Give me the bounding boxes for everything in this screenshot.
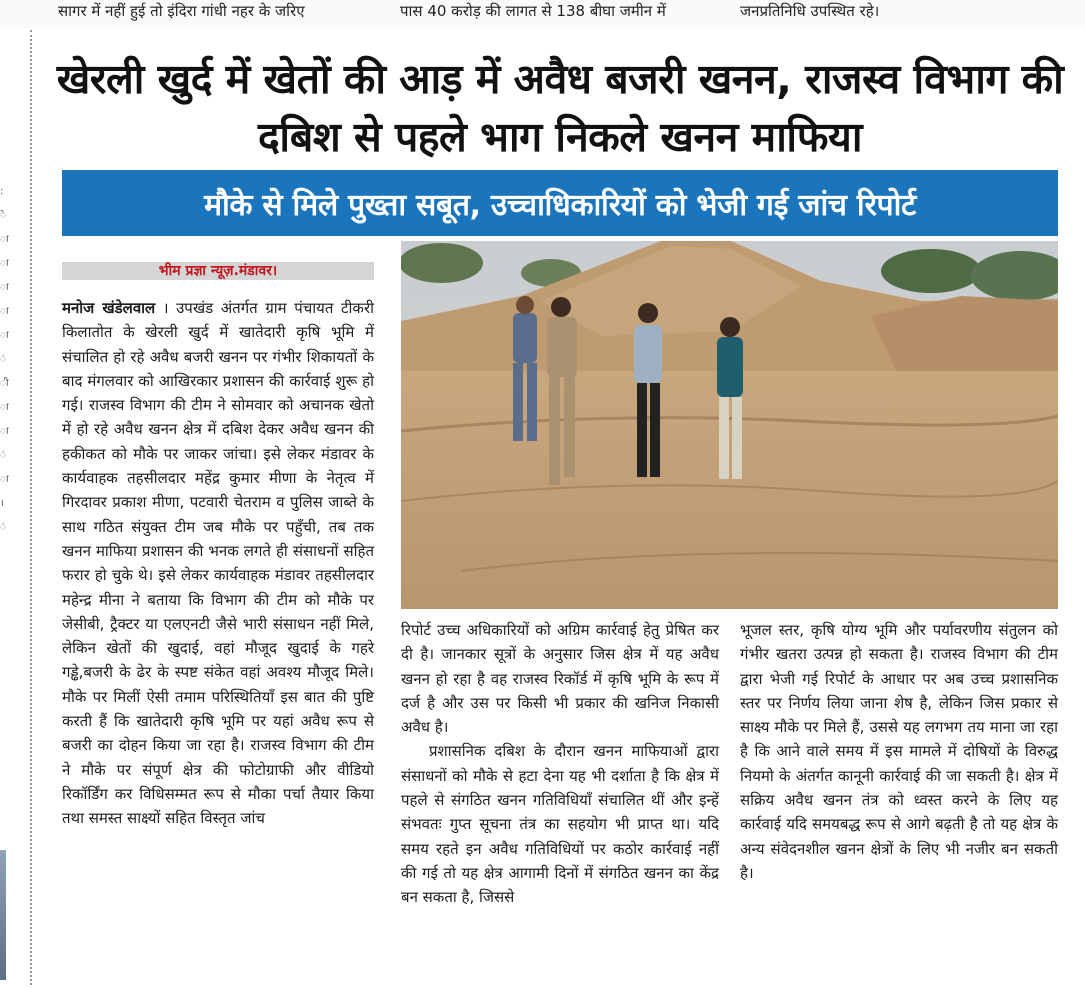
article-column-1: [62, 296, 374, 831]
byline: भीम प्रज्ञा न्यूज़.मंडावर।: [62, 262, 374, 280]
top-snippet-2: पास 40 करोड़ की लागत से 138 बीघा जमीन में: [400, 2, 666, 20]
subheadline: मौके से मिले पुख्ता सबूत, उच्चाधिकारियों को भेजी गई जांच रिपोर्ट: [204, 187, 916, 223]
column-divider: [30, 30, 32, 985]
column-3-text: भूजल स्तर, कृषि योग्य भूमि और पर्यावरणीय संतुलन को गंभीर खतरा उत्पन्न हो सकता है। राजस्व विभाग की टीम द्वारा भेजी गई रिपोर्ट के आधार पर अब उच्च प्रशासनिक स्तर पर निर्णय लिया जाना शेष है, लेकिन जिस प्रकार से साक्ष्य मौके पर मिले हैं, उससे यह लगभग तय माना जा रहा है कि आने वाले समय में इस मामले में दोषियों के विरुद्ध नियमो के अंतर्गत कानूनी कार्रवाई की जा सकती है। क्षेत्र में सक्रिय अवैध खनन तंत्र को ध्वस्त करने के लिए यह कार्रवाई यदि समयबद्ध रूप से आगे बढ़ती है तो यह क्षेत्र के अन्य संवेदनशील खनन क्षेत्रों के लिए भी नजीर बन सकती है।: [740, 621, 1058, 882]
top-snippet-1: सागर में नहीं हुई तो इंदिरा गांधी नहर के जरिए: [58, 2, 305, 20]
column-2-paragraph-2: प्रशासनिक दबिश के दौरान खनन माफियाओं द्वारा संसाधनों को मौके से हटा देना यह भी दर्शाता है कि क्षेत्र में पहले से संगठित खनन गतिविधियाँ संचालित थीं और इन्हें संभवतः गुप्त सूचना तंत्र का सहयोग भी प्राप्त था। यदि समय रहते इन अवैध गतिविधियों पर कठोर कार्रवाई नहीं की गई तो यह क्षेत्र आगामी दिनों में संगठित खनन का केंद्र बन सकता है, जिससे: [401, 742, 719, 907]
column-1-text: । उपखंड अंतर्गत ग्राम पंचायत टीकरी किलातोत के खेरली खुर्द में खातेदारी कृषि भूमि में संचालित हो रहे अवैध बजरी खनन पर गंभीर शिकायतों के बाद मंगलवार को आखिरकार प्रशासन की कार्रवाई शुरू हो गई। राजस्व विभाग की टीम ने सोमवार को अचानक खेतो में हो रहे अवैध खनन क्षेत्र में दबिश देकर अवैध खनन की हकीकत को मौके पर जाकर जांचा। इसे लेकर मंडावर के कार्यवाहक तहसीलदार महेंद्र कुमार मीणा के नेतृत्व में गिरदावर प्रकाश मीणा, पटवारी चेतराम व पुलिस जाब्ते के साथ गठित संयुक्त टीम जब मौके पर पहुँची, तब तक खनन माफिया प्रशासन की भनक लगते ही संसाधनों सहित फरार हो चुके थे। इसे लेकर कार्यवाहक मंडावर तहसीलदार महेन्द्र मीना ने बताया कि विभाग की टीम को मौके पर जेसीबी, ट्रैक्टर या एलएनटी जैसे भारी संसाधन नहीं मिले, लेकिन खेतों की खुदाई, वहां मौजूद खुदाई के गहरे गड्ढे,बजरी के ढेर के स्पष्ट संकेत वहां अवश्य मौजूद मिले। मौके पर मिलीं ऐसी तमाम परिस्थितियाँ इस बात की पुष्टि करती हैं कि खातेदारी कृषि भूमि पर यहां अवैध रूप से बजरी का दोहन किया जा रहा है। राजस्व विभाग की टीम ने मौके पर संपूर्ण क्षेत्र की फोटोग्राफी और वीडियो रिकॉर्डिंग कर विधिसम्मत रूप से मौका पर्चा तैयार किया तथा समस्त साक्ष्यों सहित विस्तृत जांच: [62, 299, 374, 828]
author-name: मनोज खंडेलवाल: [62, 299, 156, 317]
news-photo: [401, 241, 1058, 609]
left-margin-text: : े ा ा ा ा ा ं ी ा ा ं ा । ं: [0, 186, 9, 533]
top-snippet-3: जनप्रतिनिधि उपस्थित रहे।: [740, 2, 880, 20]
column-2-paragraph-1: रिपोर्ट उच्च अधिकारियों को अग्रिम कार्रवाई हेतु प्रेषित कर दी है। जानकार सूत्रों के अनुसार जिस क्षेत्र में यह अवैध खनन हो रहा है वह राजस्व रिकॉर्ड में कृषि भूमि के रूप में दर्ज है और उस पर किसी भी प्रकार की खनिज निकासी अवैध है।: [401, 621, 719, 737]
subheadline-bar: [62, 170, 1058, 236]
article-column-2: [401, 618, 719, 910]
headline: खेरली खुर्द में खेतों की आड़ में अवैध बजरी खनन, राजस्व विभाग की दबिश से पहले भाग निकले खनन माफिया: [56, 55, 1064, 161]
article-column-3: [740, 618, 1058, 885]
next-headline-cut: [60, 958, 1060, 988]
left-edge-photo: [0, 850, 6, 980]
sand-mining-photo-icon: [401, 241, 1058, 609]
